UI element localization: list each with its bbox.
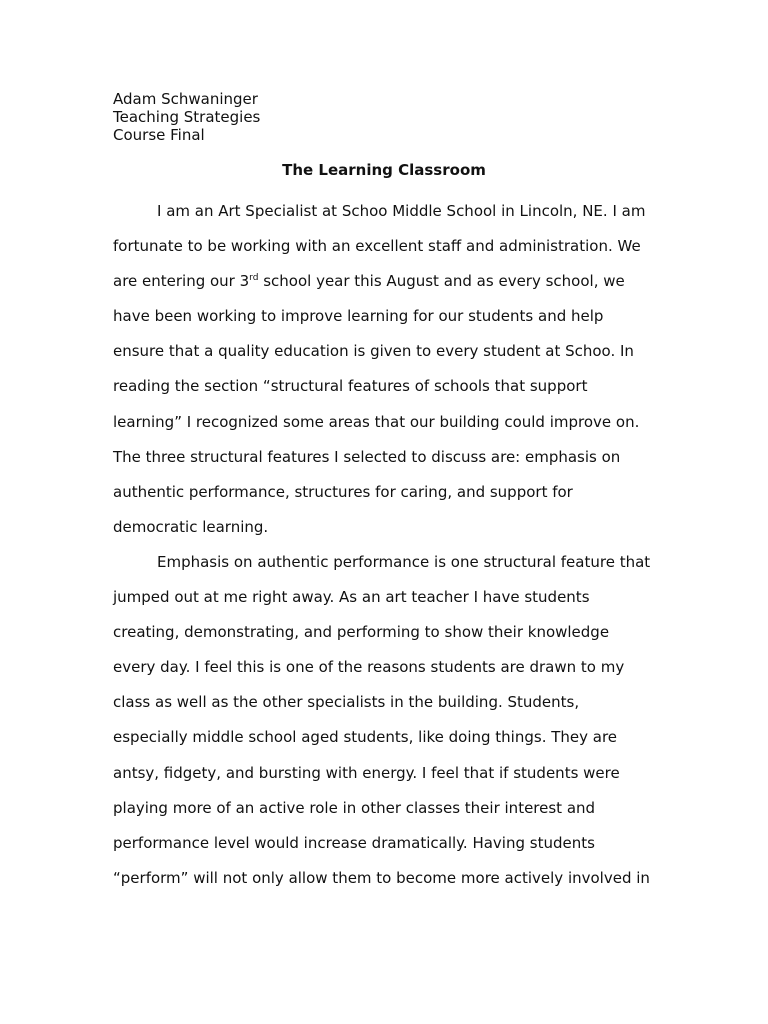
document-title: The Learning Classroom <box>282 161 486 179</box>
paragraph-1-line-3 <box>113 264 673 299</box>
paragraph-1-line-9: authentic performance, structures for caring, and support for <box>113 482 573 501</box>
assignment-name: Course Final <box>113 126 205 144</box>
paragraph-2-line-4: every day. I feel this is one of the reasons students are drawn to my <box>113 658 625 677</box>
paragraph-2-line-6: especially middle school aged students, like doing things. They are <box>113 728 618 747</box>
paragraph-2-line-10: “perform” will not only allow them to become more actively involved in <box>113 868 650 887</box>
paragraph-2-line-8: playing more of an active role in other classes their interest and <box>113 798 596 817</box>
paragraph-1-line-7: learning” I recognized some areas that our building could improve on. <box>113 412 640 431</box>
line-text: school year this August and as every school, we <box>258 272 625 291</box>
paragraph-2-line-1: Emphasis on authentic performance is one structural feature that <box>157 552 651 571</box>
paragraph-2-line-2: jumped out at me right away. As an art teacher I have students <box>113 588 590 607</box>
paragraph-1-line-5: ensure that a quality education is given to every student at Schoo. In <box>113 342 634 361</box>
ordinal-superscript: rd <box>249 273 259 284</box>
paragraph-1-line-8: The three structural features I selected to discuss are: emphasis on <box>113 447 621 466</box>
document-body <box>113 194 673 896</box>
paragraph-1-line-4: have been working to improve learning for our students and help <box>113 307 604 326</box>
paragraph-2-line-9: performance level would increase dramatically. Having students <box>113 833 595 852</box>
document-header <box>113 90 260 144</box>
author-name: Adam Schwaninger <box>113 90 258 108</box>
paragraph-1-line-6: reading the section “structural features of schools that support <box>113 377 588 396</box>
paragraph-1-line-1: I am an Art Specialist at Schoo Middle School in Lincoln, NE. I am <box>157 202 646 220</box>
paragraph-1-line-2: fortunate to be working with an excellent staff and administration. We <box>113 237 641 256</box>
line-text: are entering our 3 <box>113 272 250 291</box>
paragraph-2-line-3: creating, demonstrating, and performing to show their knowledge <box>113 623 610 642</box>
paragraph-1-line-10: democratic learning. <box>113 517 269 536</box>
paragraph-2-line-5: class as well as the other specialists in the building. Students, <box>113 693 580 712</box>
course-name: Teaching Strategies <box>113 108 261 126</box>
paragraph-2-line-7: antsy, fidgety, and bursting with energy. I feel that if students were <box>113 763 620 782</box>
